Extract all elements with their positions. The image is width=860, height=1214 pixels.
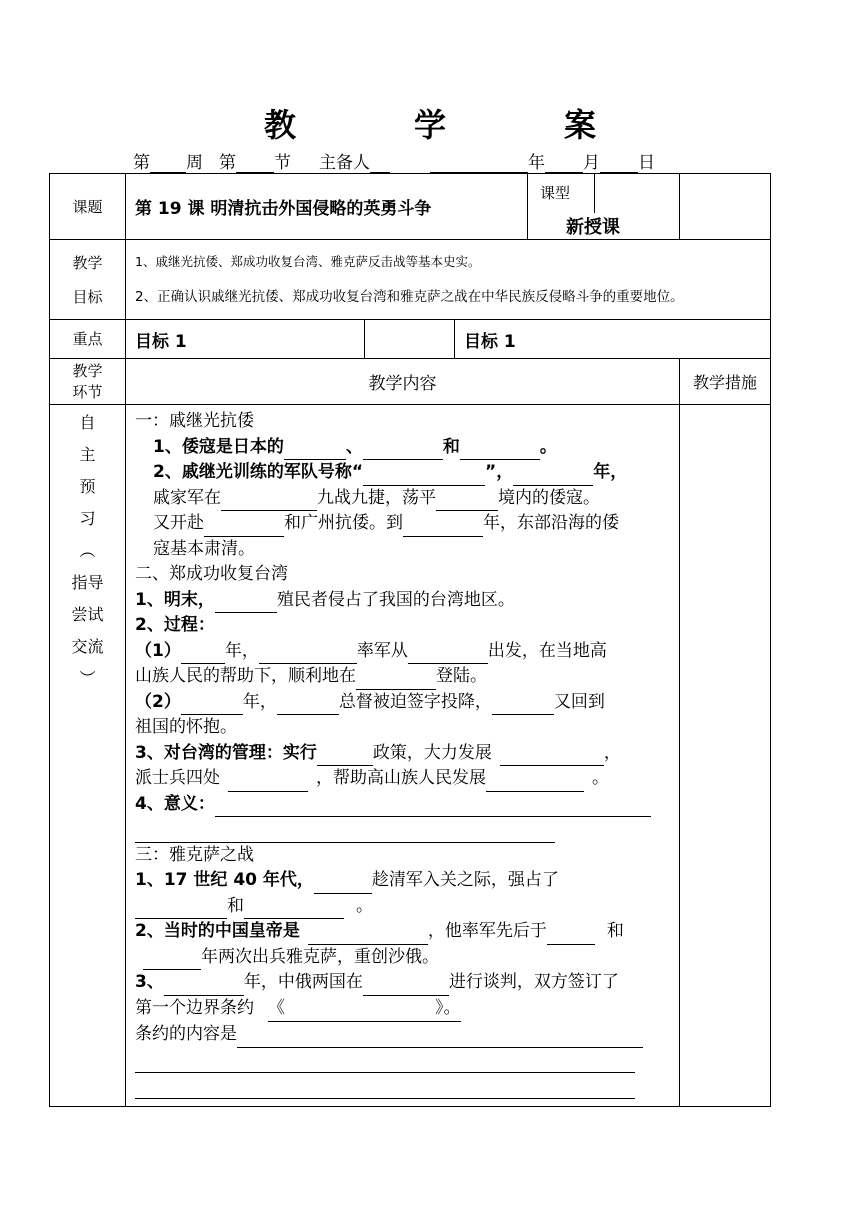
answer-blank[interactable] <box>408 643 488 664</box>
measures-header: 教学措施 <box>680 359 771 405</box>
type-label <box>528 174 680 240</box>
answer-blank[interactable] <box>181 694 243 715</box>
s3-q2: 2、当时的中国皇帝是 ，他率军先后于 和 <box>135 919 671 945</box>
answer-blank[interactable] <box>135 822 555 843</box>
lesson-meta-line <box>133 148 655 173</box>
period-blank <box>236 154 274 173</box>
meta-label: 月 <box>583 153 600 173</box>
type-label-text: 课型 <box>540 184 571 202</box>
side-label: ︶ <box>79 669 96 688</box>
answer-blank[interactable] <box>284 439 346 460</box>
answer-blank[interactable] <box>308 924 428 945</box>
s2-q3-line2: 派士兵四处 ，帮助高山族人民发展 。 <box>135 766 671 792</box>
section-1-title: 一：戚继光抗倭 <box>135 411 254 431</box>
goals-label <box>50 240 126 320</box>
s1-q2-line4: 寇基本肃清。 <box>153 538 255 559</box>
lesson-plan-table <box>49 173 771 1107</box>
type-divider <box>594 174 595 213</box>
content-header: 教学内容 <box>126 359 680 405</box>
goal-1: 1、戚继光抗倭、郑成功收复台湾、雅克萨反击战等基本史实。 <box>135 254 481 269</box>
type-value: 新授课 <box>566 217 620 238</box>
author-blank <box>370 154 390 173</box>
answer-blank[interactable] <box>317 745 373 766</box>
answer-blank[interactable] <box>215 592 277 613</box>
year-blank <box>430 154 528 173</box>
answer-blank[interactable] <box>314 873 372 894</box>
answer-blank[interactable] <box>164 975 244 996</box>
goals-content <box>126 240 771 320</box>
measures-cell <box>680 405 771 1107</box>
week-blank <box>150 154 186 173</box>
meta-label: 第 <box>219 153 236 173</box>
difficulty-value: 目标 1 <box>455 320 771 359</box>
s3-q4-line3 <box>135 1073 671 1099</box>
goals-label-1: 教学 <box>72 253 103 272</box>
answer-blank[interactable] <box>181 643 225 664</box>
worksheet-content <box>126 405 680 1107</box>
meta-label: 第 <box>133 153 150 173</box>
stage-label-2: 环节 <box>72 382 103 401</box>
s3-q3-line2: 第一个边界条约 《 》。 <box>135 996 671 1023</box>
keypoint-label: 重点 <box>50 320 126 359</box>
s1-q2-line3: 又开赴 和广州抗倭。到 年，东部沿海的倭 <box>135 511 671 537</box>
answer-blank[interactable] <box>513 465 593 486</box>
section-3-title: 三：雅克萨之战 <box>135 844 254 865</box>
s3-q4: 条约的内容是 <box>135 1022 671 1048</box>
topic-label: 课题 <box>50 174 126 240</box>
s3-q1: 1、17 世纪 40 年代， 趁清军入关之际，强占了 <box>135 868 671 894</box>
difficulty-label-cell <box>365 320 455 359</box>
s3-q3: 3、 年，中俄两国在 进行谈判，双方签订了 <box>135 970 671 996</box>
answer-blank[interactable] <box>460 439 540 460</box>
topic-value: 第 19 课 明清抗击外国侵略的英勇斗争 <box>126 174 528 240</box>
answer-blank[interactable] <box>277 694 339 715</box>
answer-blank[interactable] <box>135 1078 635 1099</box>
answer-blank[interactable] <box>244 898 344 919</box>
answer-blank[interactable] <box>221 490 317 511</box>
s1-q1: 1、倭寇是日本的 、 和 。 <box>135 435 671 461</box>
side-label: 预 <box>79 477 96 496</box>
answer-blank[interactable] <box>228 771 308 792</box>
side-label: 交流 <box>71 637 104 656</box>
s2-p2: （2） 年， 总督被迫签字投降， 又回到 <box>135 690 671 716</box>
answer-blank[interactable] <box>204 516 284 537</box>
meta-label: 日 <box>638 153 655 173</box>
title-char: 案 <box>563 106 596 144</box>
answer-blank[interactable] <box>215 796 651 817</box>
side-label: 习 <box>79 509 96 528</box>
answer-blank[interactable] <box>143 949 201 970</box>
side-label: 指导 <box>71 573 104 592</box>
answer-blank[interactable] <box>363 465 485 486</box>
keypoint-value: 目标 1 <box>126 320 365 359</box>
page-title <box>0 100 860 146</box>
answer-blank[interactable] <box>237 1027 643 1048</box>
s2-q1: 1、明末， 殖民者侵占了我国的台湾地区。 <box>135 588 671 614</box>
side-label: ︵ <box>79 541 96 560</box>
side-label: 尝试 <box>71 605 104 624</box>
treaty-name-blank[interactable]: 《 》。 <box>268 996 461 1023</box>
answer-blank[interactable] <box>259 643 357 664</box>
meta-label: 周 <box>186 153 203 173</box>
answer-blank[interactable] <box>135 1052 635 1073</box>
s3-q4-line2 <box>135 1048 671 1074</box>
answer-blank[interactable] <box>500 745 604 766</box>
day-blank <box>600 154 638 173</box>
s2-q4-line2 <box>135 817 671 843</box>
title-char: 教 <box>263 106 296 144</box>
month-blank <box>545 154 583 173</box>
side-label: 自 <box>79 413 96 432</box>
answer-blank[interactable] <box>486 771 584 792</box>
answer-blank[interactable] <box>403 516 483 537</box>
answer-blank[interactable] <box>436 490 498 511</box>
answer-blank[interactable] <box>356 669 436 690</box>
meta-label: 节 <box>274 153 291 173</box>
stage-label-1: 教学 <box>72 361 103 380</box>
answer-blank[interactable] <box>363 975 449 996</box>
s2-q3: 3、对台湾的管理：实行 政策，大力发展 ， <box>135 741 671 767</box>
s2-q2: 2、过程： <box>135 615 215 635</box>
stage-label <box>50 359 126 405</box>
title-char: 学 <box>413 106 446 144</box>
s3-q2-line2: 年两次出兵雅克萨，重创沙俄。 <box>135 945 671 971</box>
s2-p1-line2: 山族人民的帮助下，顺利地在 登陆。 <box>135 664 671 690</box>
meta-label: 年 <box>528 153 545 173</box>
s2-p1: （1） 年， 率军从 出发，在当地高 <box>135 639 671 665</box>
s1-q2-line2: 戚家军在 九战九捷，荡平 境内的倭寇。 <box>135 486 671 512</box>
answer-blank[interactable] <box>135 898 227 919</box>
type-spacer <box>680 174 771 240</box>
meta-label: 主备人 <box>319 153 370 173</box>
s2-q4: 4、意义： <box>135 792 671 818</box>
s2-p2-line2: 祖国的怀抱。 <box>135 717 237 737</box>
stage-side-labels <box>50 405 126 1107</box>
goals-label-2: 目标 <box>72 287 103 306</box>
side-label: 主 <box>79 445 96 464</box>
s1-q2: 2、戚继光训练的军队号称“ ”， 年， <box>135 460 671 486</box>
s3-q1-line2: 和 。 <box>135 894 671 920</box>
answer-blank[interactable] <box>492 694 554 715</box>
answer-blank[interactable] <box>363 439 443 460</box>
section-2-title: 二、郑成功收复台湾 <box>135 564 288 584</box>
goal-2: 2、正确认识戚继光抗倭、郑成功收复台湾和雅克萨之战在中华民族反侵略斗争的重要地位。 <box>135 289 684 305</box>
answer-blank[interactable] <box>547 924 595 945</box>
